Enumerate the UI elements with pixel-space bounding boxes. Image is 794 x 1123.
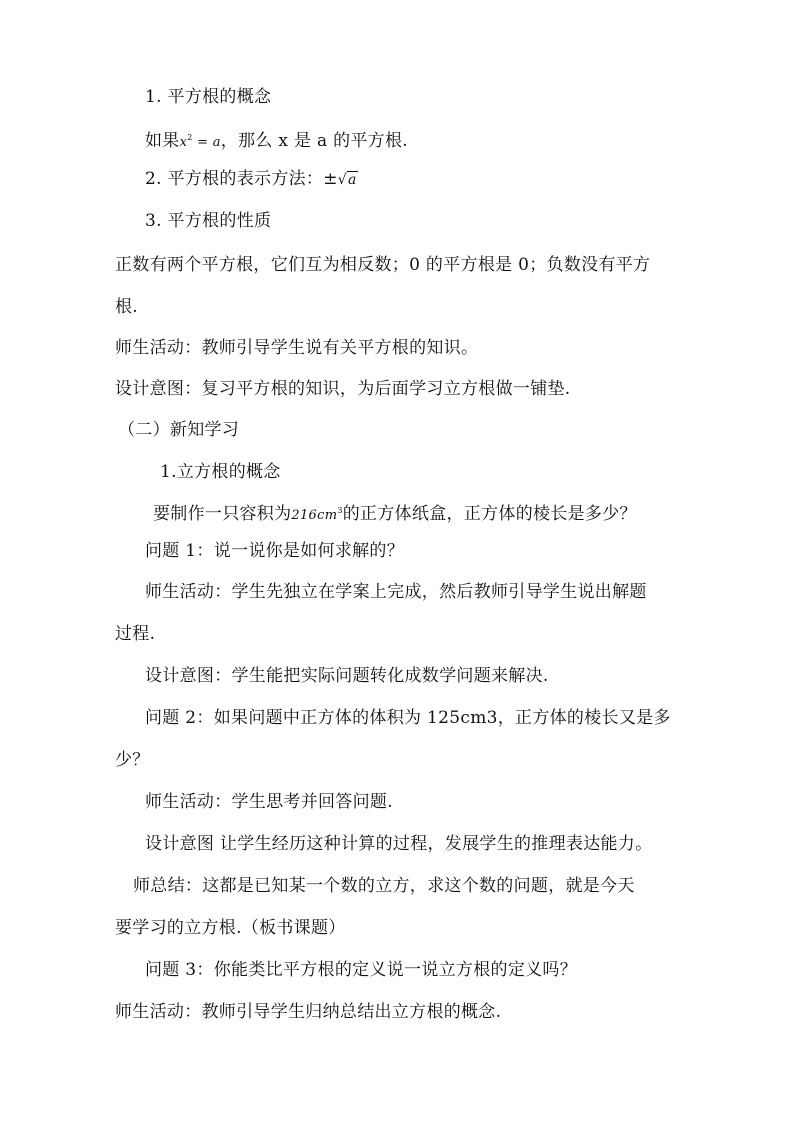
teacher-summary: 师总结：这都是已知某一个数的立方，求这个数的问题，就是今天 bbox=[133, 876, 635, 896]
square-root-definition bbox=[145, 127, 408, 154]
text-segment: ，那么 x 是 a 的平方根. bbox=[220, 131, 408, 151]
square-root-notation bbox=[145, 168, 358, 191]
paragraph-line: 师生活动：学生先独立在学案上完成，然后教师引导学生说出解题 bbox=[145, 582, 647, 602]
cube-box-question bbox=[153, 500, 637, 527]
paragraph-line: 师生活动：教师引导学生归纳总结出立方根的概念. bbox=[115, 1002, 502, 1022]
paragraph-line: 设计意图：复习平方根的知识，为后面学习立方根做一铺垫. bbox=[115, 379, 571, 399]
question-3: 问题 3：你能类比平方根的定义说一说立方根的定义吗？ bbox=[145, 960, 578, 980]
text-segment: 的正方体纸盒，正方体的棱长是多少？ bbox=[342, 504, 637, 524]
section-heading-new-knowledge: （二）新知学习 bbox=[118, 420, 240, 440]
paragraph-line: 设计意图 让学生经历这种计算的过程，发展学生的推理表达能力。 bbox=[145, 834, 653, 854]
sqrt-a-formula: √a bbox=[337, 172, 357, 188]
formula-216cm3: $216cm^3$ bbox=[291, 506, 343, 523]
paragraph-line: 师生活动：教师引导学生说有关平方根的知识。 bbox=[115, 338, 479, 358]
formula-x-squared-equals-a: $x^2 = a$ bbox=[179, 133, 221, 150]
heading-square-root-properties: 3. 平方根的性质 bbox=[145, 211, 272, 231]
text-segment: 如果 bbox=[145, 131, 180, 151]
question-2: 问题 2：如果问题中正方体的体积为 125cm3，正方体的棱长又是多 bbox=[145, 708, 671, 728]
heading-cube-root-concept: 1.立方根的概念 bbox=[160, 462, 281, 482]
paragraph-line: 要学习的立方根.（板书课题） bbox=[115, 918, 346, 938]
heading-square-root-concept: 1. 平方根的概念 bbox=[145, 87, 272, 107]
paragraph-line: 设计意图：学生能把实际问题转化成数学问题来解决. bbox=[145, 666, 549, 686]
paragraph-line: 师生活动：学生思考并回答问题. bbox=[145, 792, 393, 812]
paragraph-line: 根. bbox=[115, 297, 139, 317]
paragraph-line: 正数有两个平方根，它们互为相反数；0 的平方根是 0；负数没有平方 bbox=[115, 255, 651, 275]
text-segment: 要制作一只容积为 bbox=[153, 504, 292, 524]
text-segment: 2. 平方根的表示方法：± bbox=[145, 169, 338, 189]
paragraph-line: 少？ bbox=[115, 750, 150, 770]
question-1: 问题 1：说一说你是如何求解的？ bbox=[145, 541, 405, 561]
paragraph-line: 过程. bbox=[115, 624, 156, 644]
